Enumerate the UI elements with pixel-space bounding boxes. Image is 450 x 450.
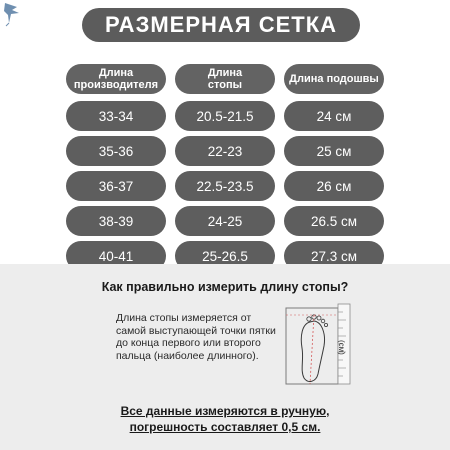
size-column-sole-length	[284, 64, 384, 271]
size-column-foot-length	[175, 64, 275, 271]
bird-logo-icon	[3, 1, 21, 27]
column-header-foot-length: Длина стопы	[175, 64, 275, 94]
size-cell: 36-37	[66, 171, 166, 201]
column-header-sole-length: Длина подошвы	[284, 64, 384, 94]
sole-length-cell: 27.3 см	[284, 241, 384, 271]
foot-length-cell: 25-26.5	[175, 241, 275, 271]
size-cell: 35-36	[66, 136, 166, 166]
sole-length-cell: 26.5 см	[284, 206, 384, 236]
size-cell: 40-41	[66, 241, 166, 271]
ruler-unit-label: (см)	[337, 340, 346, 355]
foot-measurement-icon	[280, 300, 360, 390]
sole-length-cell: 25 см	[284, 136, 384, 166]
accuracy-note-line2: погрешность составляет 0,5 см.	[129, 420, 321, 434]
foot-length-cell: 22.5-23.5	[175, 171, 275, 201]
instruction-description: Длина стопы измеряется от самой выступающей точки пятки до конца первого или второго пальца (наиболее длинного).	[116, 312, 276, 362]
sole-length-cell: 26 см	[284, 171, 384, 201]
sole-length-cell: 24 см	[284, 101, 384, 131]
size-cell: 38-39	[66, 206, 166, 236]
foot-length-cell: 22-23	[175, 136, 275, 166]
accuracy-note-line1: Все данные измеряются в ручную,	[120, 404, 330, 418]
page-title: РАЗМЕРНАЯ СЕТКА	[82, 8, 360, 42]
foot-length-cell: 20.5-21.5	[175, 101, 275, 131]
column-header-manufacturer: Длина производителя	[66, 64, 166, 94]
size-column-manufacturer	[66, 64, 166, 271]
size-cell: 33-34	[66, 101, 166, 131]
instruction-title: Как правильно измерить длину стопы?	[101, 280, 349, 294]
foot-length-cell: 24-25	[175, 206, 275, 236]
